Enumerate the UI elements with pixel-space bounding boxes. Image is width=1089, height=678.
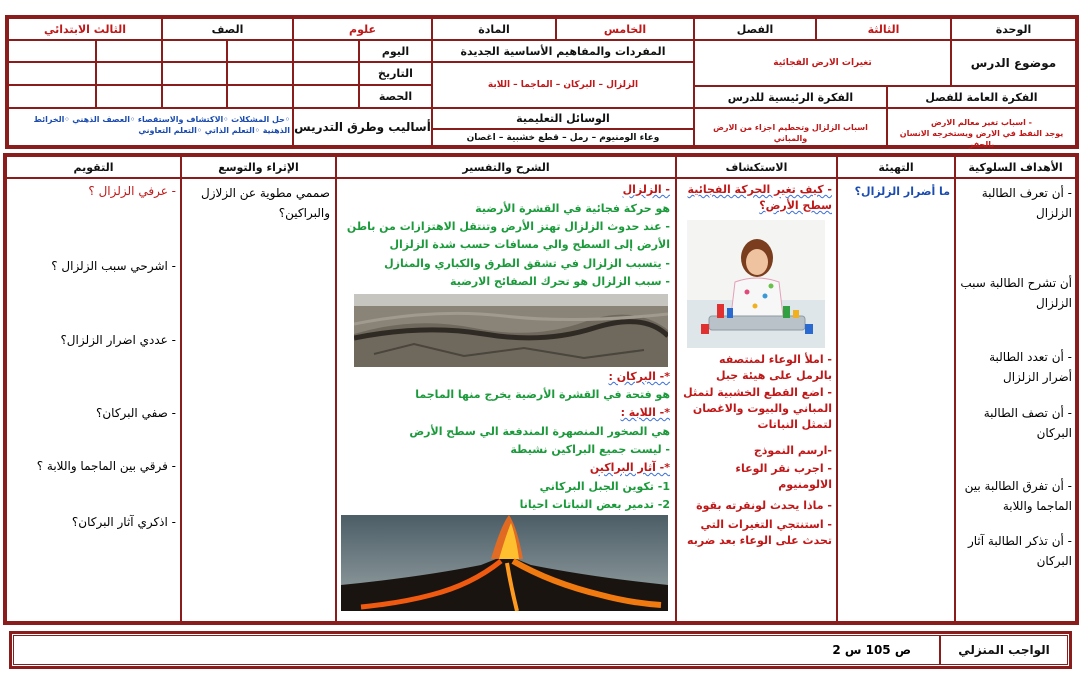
subject-label: المادة xyxy=(432,18,556,40)
general-idea-value: - اسباب تغير معالم الارض يوجد النفط في الارض ويستخرجه الانسان بالحفر xyxy=(899,118,1064,149)
evaluate-cell xyxy=(6,178,181,622)
col-explore: الاستكشاف xyxy=(676,156,837,178)
col-enrich: الإثراء والتوسع xyxy=(181,156,336,178)
enrich-cell xyxy=(181,178,336,622)
schedule-cell xyxy=(293,85,359,108)
vocab-label: المفردات والمفاهيم الأساسية الجديدة xyxy=(432,40,694,62)
general-idea-label: الفكرة العامة للفصل xyxy=(887,86,1076,108)
schedule-cell xyxy=(227,85,293,108)
quake-line-4: - سبب الزلزال هو تحرك الصفائح الارضية xyxy=(450,275,670,288)
volcano-title: *- البركان : xyxy=(608,370,670,383)
objective-5: - أن تفرق الطالبة بين الماجما واللابة xyxy=(964,479,1072,513)
lava-line-2: - ليست جميع البراكين نشيطة xyxy=(510,443,670,456)
unit-label: الوحدة xyxy=(951,18,1076,40)
main-idea-value: اسباب الزلزال وتحطيم اجزاء من الارض والمباني xyxy=(713,123,868,143)
schedule-cell xyxy=(162,85,227,108)
homework-value-cell xyxy=(13,635,940,665)
lava-title: *- اللابة : xyxy=(620,406,670,419)
lava-line-1: هي الصخور المنصهرة المندفعة الي سطح الأرض xyxy=(409,425,670,438)
schedule-cell xyxy=(8,40,96,62)
explore-question: - كيف تغير الحركة الفجائية سطح الأرض؟ xyxy=(687,183,832,212)
schedule-cell xyxy=(162,40,227,62)
schedule-cell xyxy=(8,62,96,85)
warmup-text: ما أضرار الزلزال؟ xyxy=(854,185,950,198)
topic-label: موضوع الدرس xyxy=(951,40,1076,86)
topic-value: تغيرات الارض الفجائية xyxy=(694,40,951,86)
quake-line-1: هو حركة فجائية في القشرة الأرضية xyxy=(475,202,670,215)
explore-step-3: -ارسم النموذج xyxy=(753,444,832,457)
objective-3: - أن تعدد الطالبة أضرار الزلزال xyxy=(989,350,1072,384)
objective-2: أن تشرح الطالبة سبب الزلزال xyxy=(960,276,1072,310)
grade-value: الثالث الابتدائي xyxy=(8,18,162,40)
schedule-cell xyxy=(227,62,293,85)
col-objectives: الأهداف السلوكية xyxy=(955,156,1076,178)
effect-1: 1- تكوين الجبل البركاني xyxy=(539,480,670,493)
main-idea-label: الفكرة الرئيسية للدرس xyxy=(694,86,887,108)
evaluate-6: - اذكري آثار البركان؟ xyxy=(71,515,176,529)
volcano-eruption-photo xyxy=(341,515,668,611)
col-evaluate: التقويم xyxy=(6,156,181,178)
explore-step-5: - ماذا يحدث لونقرته بقوة xyxy=(696,499,832,512)
effect-2: 2- تدمير بعض النباتات احيانا xyxy=(519,498,670,511)
explore-step-4: - اجرب نقر الوعاء الالومنيوم xyxy=(735,462,832,491)
evaluate-5: - فرقي بين الماجما واللابة ؟ xyxy=(36,459,176,473)
semester-label: الفصل xyxy=(694,18,816,40)
schedule-cell xyxy=(96,40,162,62)
enrich-text: صممي مطوية عن الزلازل والبراكين؟ xyxy=(200,186,330,220)
tools-value: وعاء الومنيوم – رمل – قطع خشبية – اغصان xyxy=(432,129,694,146)
col-warmup: التهيئة xyxy=(837,156,955,178)
objective-6: - أن تذكر الطالبة آثار البركان xyxy=(967,534,1072,568)
evaluate-4: - صفي البركان؟ xyxy=(95,406,176,420)
evaluate-1: - عرفي الزلزال ؟ xyxy=(88,184,176,198)
semester-value: الخامس xyxy=(556,18,694,40)
main-idea-cell xyxy=(694,108,887,146)
quake-line-3: - يتسبب الزلزال في تشقق الطرق والكباري والمنازل xyxy=(384,257,670,270)
schedule-cell xyxy=(8,85,96,108)
subject-value: علوم xyxy=(293,18,432,40)
tools-label: الوسائل التعليمية xyxy=(432,108,694,129)
schedule-cell xyxy=(96,85,162,108)
explore-step-2: - اضع القطع الخشبية لتمثل المباني والبيوت والاغصان لتمثل النباتات xyxy=(683,386,832,431)
schedule-cell xyxy=(227,40,293,62)
methods-label: أساليب وطرق التدريس xyxy=(293,108,432,146)
quake-title: - الزلزال xyxy=(622,183,670,196)
grade-label: الصف xyxy=(162,18,293,40)
schedule-cell xyxy=(162,62,227,85)
schedule-cell xyxy=(293,40,359,62)
effects-title: *- آثار البراكين xyxy=(589,461,670,474)
period-label: الحصة xyxy=(359,85,432,108)
methods-value: ◦حل المشكلات ◦الاكتشاف والاستقصاء ◦العصف الذهني ◦الخرائط الذهنية ◦التعلم الذاتي ◦التعلم التعاوني xyxy=(33,115,290,135)
homework-value: ص 105 س 2 xyxy=(832,643,911,657)
date-label: التاريخ xyxy=(359,62,432,85)
explore-step-6: - استنتجي التغيرات التي تحدث على الوعاء بعد ضربه xyxy=(687,518,832,547)
quake-line-2: - عند حدوث الزلزال تهتز الأرض وتنتقل الاهتزازات من باطن الأرض إلى السطح والي مسافات حسب شدة الزلزال xyxy=(346,220,670,251)
schedule-cell xyxy=(293,62,359,85)
warmup-cell xyxy=(837,178,955,622)
evaluate-3: - عددي اضرار الزلزال؟ xyxy=(60,333,176,347)
general-idea-cell xyxy=(887,108,1076,149)
girl-experiment-photo xyxy=(687,220,825,348)
explore-step-1: - املأ الوعاء لمنتصفه بالرمل على هيئة جبل xyxy=(716,353,832,382)
schedule-cell xyxy=(96,62,162,85)
day-label: اليوم xyxy=(359,40,432,62)
unit-value: الثالثة xyxy=(816,18,951,40)
vocab-value: الزلزال – البركان – الماجما – اللابة xyxy=(432,62,694,108)
earthquake-crack-photo xyxy=(354,294,668,367)
col-explain: الشرح والتفسير xyxy=(336,156,676,178)
methods-cell xyxy=(8,108,293,146)
volcano-def: هو فتحة في القشرة الأرضية يخرج منها الماجما xyxy=(415,388,670,401)
objective-1: - أن تعرف الطالبة الزلزال xyxy=(981,186,1072,220)
evaluate-2: - اشرحي سبب الزلزال ؟ xyxy=(51,259,176,273)
homework-label: الواجب المنزلي xyxy=(940,635,1068,665)
objective-4: - أن تصف الطالبة البركان xyxy=(983,406,1072,440)
